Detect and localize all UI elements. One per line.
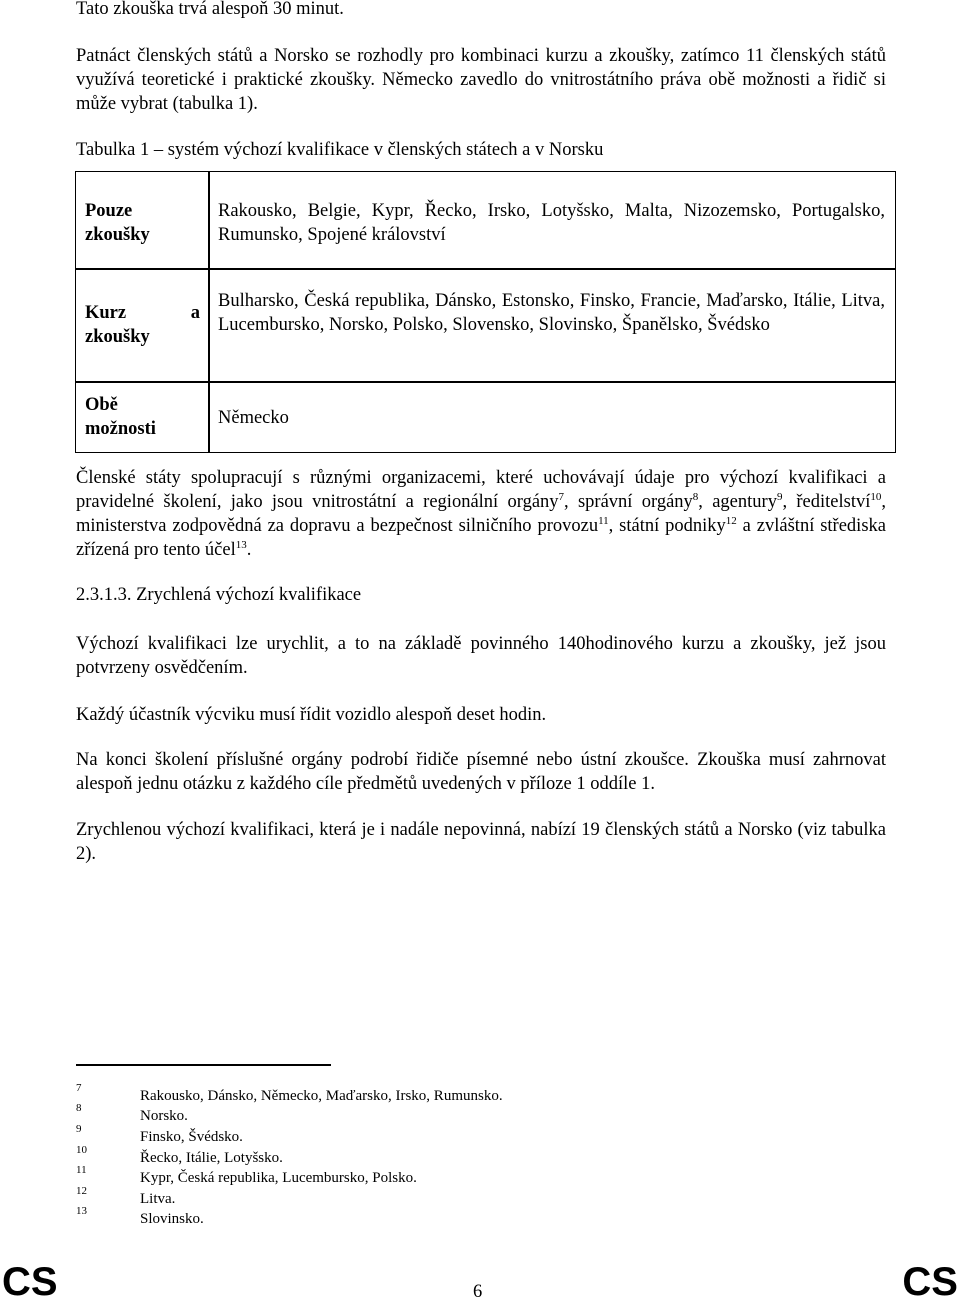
row-label-exam-only: Pouze zkoušky xyxy=(85,201,150,245)
qualification-table xyxy=(75,171,896,453)
row-countries-course-and-exam: Bulharsko, Česká republika, Dánsko, Estonsko, Finsko, Francie, Maďarsko, Itálie, Litva, Lucembursko, Norsko, Polsko, Slovensko, Slovinsko, Španělsko, Švédsko xyxy=(218,291,885,335)
paragraph-cooperation: Členské státy spolupracují s různými organizacemi, které uchovávají údaje pro výchozí kvalifikaci a pravidelné školení, jako jsou vnitrostátní a regionální orgány$^7$, správní orgány$^8$, agentury$^9$, ředitelství$^{10}$, ministerstva zodpovědná za dopravu a bezpečnost silničního provozu$^{11}$, státní podniky$^{12}$ a zvláštní střediska zřízená pro tento účel$^{13}$. xyxy=(76,468,886,560)
footnote-ref-8[interactable]: 8 xyxy=(692,491,699,503)
table-row-divider xyxy=(76,381,895,383)
section-heading: 2.3.1.3. Zrychlená výchozí kvalifikace xyxy=(76,585,362,605)
footnote-ref-12[interactable]: 12 xyxy=(725,515,737,527)
footnote-ref-7[interactable]: 7 xyxy=(558,491,565,503)
paragraph-accelerated: Výchozí kvalifikaci lze urychlit, a to na základě povinného 140hodinového kurzu a zkoušky, jež jsou potvrzeny osvědčením. xyxy=(76,634,886,678)
row-countries-both-options: Německo xyxy=(218,408,289,428)
row-label-course-and-exam: Kurz a zkoušky xyxy=(85,303,200,347)
paragraph-member-states: Patnáct členských států a Norsko se rozhodly pro kombinaci kurzu a zkoušky, zatímco 11 členských států využívá teoretické i praktické zkoušky. Německo zavedlo do vnitrostátního práva obě možnosti a řidič si může vybrat (tabulka 1). xyxy=(76,46,886,114)
table-row-divider xyxy=(76,268,895,270)
table-caption: Tabulka 1 – systém výchozí kvalifikace v členských státech a v Norsku xyxy=(76,140,604,160)
paragraph-driving-hours: Každý účastník výcviku musí řídit vozidlo alespoň deset hodin. xyxy=(76,705,547,725)
footnote-ref-10[interactable]: 10 xyxy=(870,491,882,503)
paragraph-exam: Na konci školení příslušné orgány podrobí řidiče písemné nebo ústní zkoušce. Zkouška musí zahrnovat alespoň jednu otázku z každého cíle předmětů uvedených v příloze 1 oddíle 1. xyxy=(76,750,886,794)
page-number: 6 xyxy=(473,1282,483,1302)
paragraph-offering: Zrychlenou výchozí kvalifikaci, která je i nadále nepovinná, nabízí 19 členských států a Norsko (viz tabulka 2). xyxy=(76,820,886,864)
row-label-both-options: Obě možnosti xyxy=(85,395,156,439)
intro-text: Tato zkouška trvá alespoň 30 minut. xyxy=(76,0,344,19)
table-column-divider xyxy=(208,172,210,452)
language-code-left: CS xyxy=(2,1260,58,1304)
language-code-right: CS xyxy=(902,1260,958,1304)
footnote-ref-9[interactable]: 9 xyxy=(776,491,783,503)
footnote-ref-13[interactable]: 13 xyxy=(235,539,247,551)
footnote-separator xyxy=(76,1064,331,1066)
row-countries-exam-only: Rakousko, Belgie, Kypr, Řecko, Irsko, Lotyšsko, Malta, Nizozemsko, Portugalsko, Rumunsko, Spojené království xyxy=(218,201,885,245)
footnote-ref-11[interactable]: 11 xyxy=(598,515,609,527)
